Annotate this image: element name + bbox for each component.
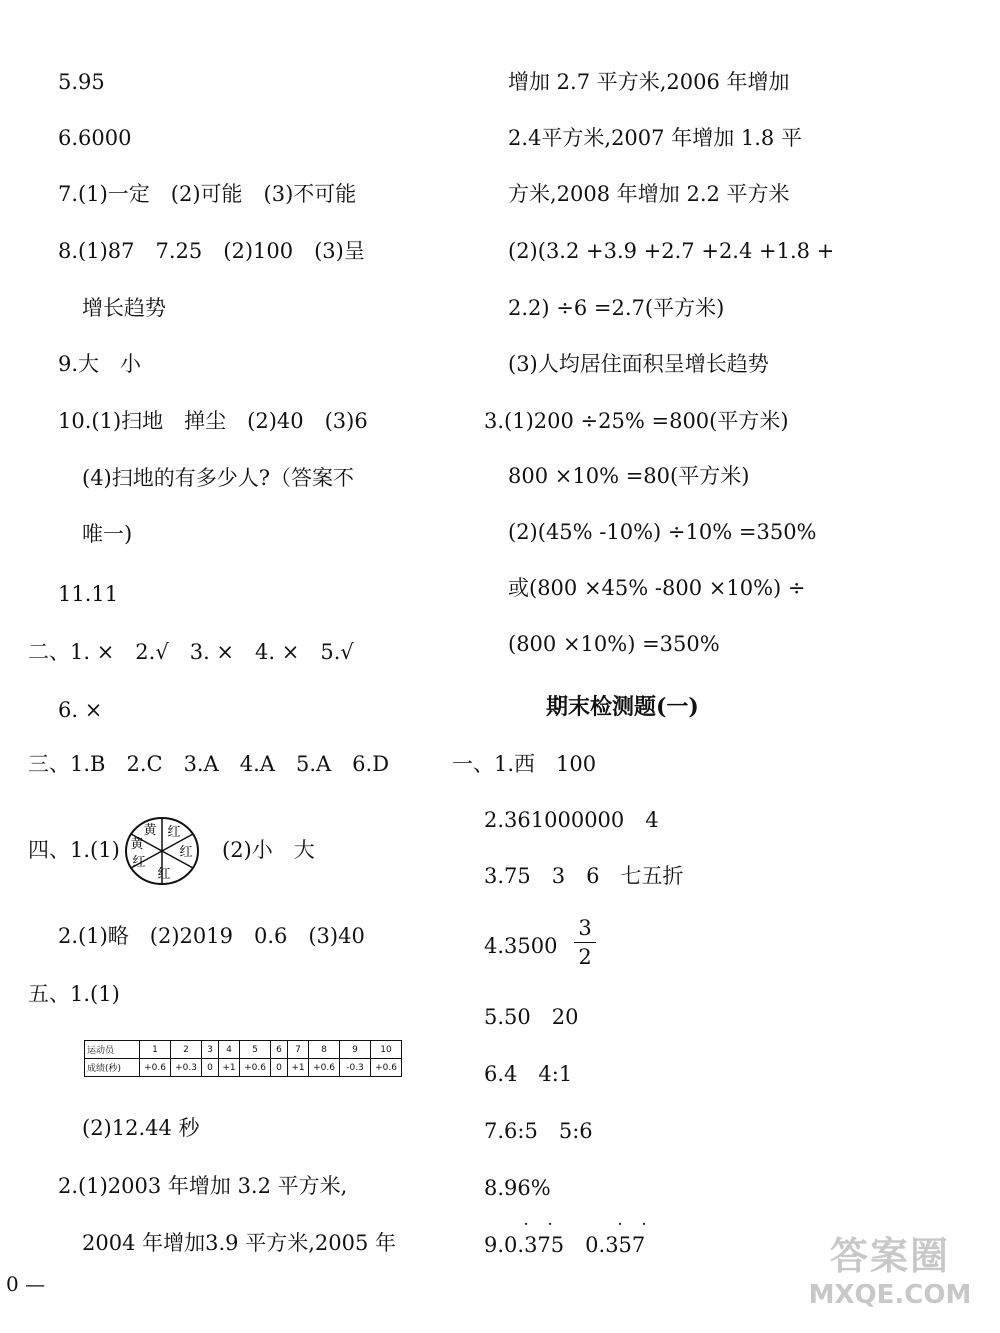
fraction-denominator: 2 <box>578 945 592 969</box>
table-cell: +1 <box>219 1059 240 1077</box>
answer-line: 10.(1)扫地 掸尘 (2)40 (3)6 <box>58 409 368 433</box>
answer-line: 5.95 <box>58 70 105 94</box>
table-cell: 8 <box>309 1041 340 1059</box>
section-three-line: 三、1.B 2.C 3.A 4.A 5.A 6.D <box>28 752 390 776</box>
answer-line: (2)12.44 秒 <box>82 1116 200 1140</box>
section-four-line: 四、1.(1) <box>28 838 120 862</box>
table-cell: 成绩(秒) <box>85 1059 140 1077</box>
answer-line: (2)(45% -10%) ÷10% =350% <box>508 520 817 544</box>
table-cell: 10 <box>371 1041 402 1059</box>
table-cell: 5 <box>240 1041 271 1059</box>
wheel-label: 红 <box>167 825 181 840</box>
table-cell: +1 <box>288 1059 309 1077</box>
table-cell: +0.3 <box>171 1059 202 1077</box>
table-cell: 4 <box>219 1041 240 1059</box>
answer-line: (2)(3.2 +3.9 +2.7 +2.4 +1.8 + <box>508 239 835 263</box>
answer-line: 2.(1)略 (2)2019 0.6 (3)40 <box>58 924 365 948</box>
answer-line: 8.96% <box>484 1176 551 1200</box>
wheel-label: 黄 <box>143 823 157 838</box>
answer-line: 8.(1)87 7.25 (2)100 (3)呈 <box>58 239 365 263</box>
table-cell: 0 <box>202 1059 219 1077</box>
score-table <box>84 1040 402 1077</box>
answer-line: 2004 年增加3.9 平方米,2005 年 <box>82 1231 396 1255</box>
answer-line: 2.4平方米,2007 年增加 1.8 平 <box>508 126 802 150</box>
answer-line: 800 ×10% =80(平方米) <box>508 464 750 488</box>
spinner-wheel-figure <box>124 816 200 886</box>
table-header-row <box>85 1041 402 1059</box>
table-cell: +0.6 <box>309 1059 340 1077</box>
fraction <box>574 916 596 969</box>
table-cell: 0 <box>271 1059 288 1077</box>
wheel-label: 红 <box>179 845 193 860</box>
answer-line: 2.(1)2003 年增加 3.2 平方米, <box>58 1174 348 1198</box>
section-two-line: 二、1. × 2.√ 3. × 4. × 5.√ <box>28 640 354 664</box>
wheel-label: 黄 <box>130 837 144 852</box>
table-cell: -0.3 <box>340 1059 371 1077</box>
answer-line: 增长趋势 <box>82 296 166 320</box>
answer-line: 2.361000000 4 <box>484 808 659 832</box>
answer-line: 或(800 ×45% -800 ×10%) ÷ <box>508 576 806 600</box>
section-one-line: 一、1.西 100 <box>452 752 597 776</box>
answer-line: 2.2) ÷6 =2.7(平方米) <box>508 296 725 320</box>
section-title: 期末检测题(一) <box>546 694 699 720</box>
table-cell: 2 <box>171 1041 202 1059</box>
repeat-dot: · <box>524 1217 529 1231</box>
answer-line: 唯一) <box>82 522 133 546</box>
watermark-logo: 答案圈 <box>829 1234 950 1278</box>
fraction-numerator: 3 <box>578 916 592 940</box>
repeat-dot: · <box>618 1217 623 1231</box>
answer-line: 7.6:5 5:6 <box>484 1119 593 1143</box>
table-cell: 1 <box>140 1041 171 1059</box>
table-row <box>85 1059 402 1077</box>
repeat-dot: · <box>642 1217 647 1231</box>
table-cell: +0.6 <box>240 1059 271 1077</box>
table-cell: +0.6 <box>140 1059 171 1077</box>
answer-line: 6.6000 <box>58 126 132 150</box>
fraction-bar <box>574 942 596 943</box>
table-cell: 9 <box>340 1041 371 1059</box>
table-cell: 6 <box>271 1041 288 1059</box>
wheel-label: 红 <box>132 855 146 870</box>
answer-line: (2)小 大 <box>222 838 315 862</box>
answer-line: 9.0.375 0.357 <box>484 1233 646 1257</box>
answer-line: 6.4 4:1 <box>484 1062 573 1086</box>
table-cell: +0.6 <box>371 1059 402 1077</box>
answer-line: (800 ×10%) =350% <box>508 632 720 656</box>
watermark-url: MXQE.COM <box>808 1280 972 1310</box>
answer-line: 6. × <box>58 698 103 722</box>
table-cell: 7 <box>288 1041 309 1059</box>
answer-line: 方米,2008 年增加 2.2 平方米 <box>508 182 790 206</box>
table-cell: 运动员 <box>85 1041 140 1059</box>
wheel-label: 红 <box>157 867 171 882</box>
answer-line: 4.3500 <box>484 934 558 958</box>
answer-line: 11.11 <box>58 582 119 606</box>
answer-line: 增加 2.7 平方米,2006 年增加 <box>508 70 790 94</box>
answer-line: (4)扫地的有多少人?（答案不 <box>82 466 355 490</box>
watermark <box>800 1225 980 1325</box>
answer-line: (3)人均居住面积呈增长趋势 <box>508 352 769 376</box>
repeat-dot: · <box>548 1217 553 1231</box>
answer-line: 9.大 小 <box>58 352 142 376</box>
table-cell: 3 <box>202 1041 219 1059</box>
answer-line: 5.50 20 <box>484 1005 579 1029</box>
answer-line: 7.(1)一定 (2)可能 (3)不可能 <box>58 182 357 206</box>
section-five-line: 五、1.(1) <box>28 982 120 1006</box>
page-number: 0 — <box>6 1272 46 1296</box>
answer-line: 3.(1)200 ÷25% =800(平方米) <box>484 409 789 433</box>
answer-line: 3.75 3 6 七五折 <box>484 864 684 888</box>
